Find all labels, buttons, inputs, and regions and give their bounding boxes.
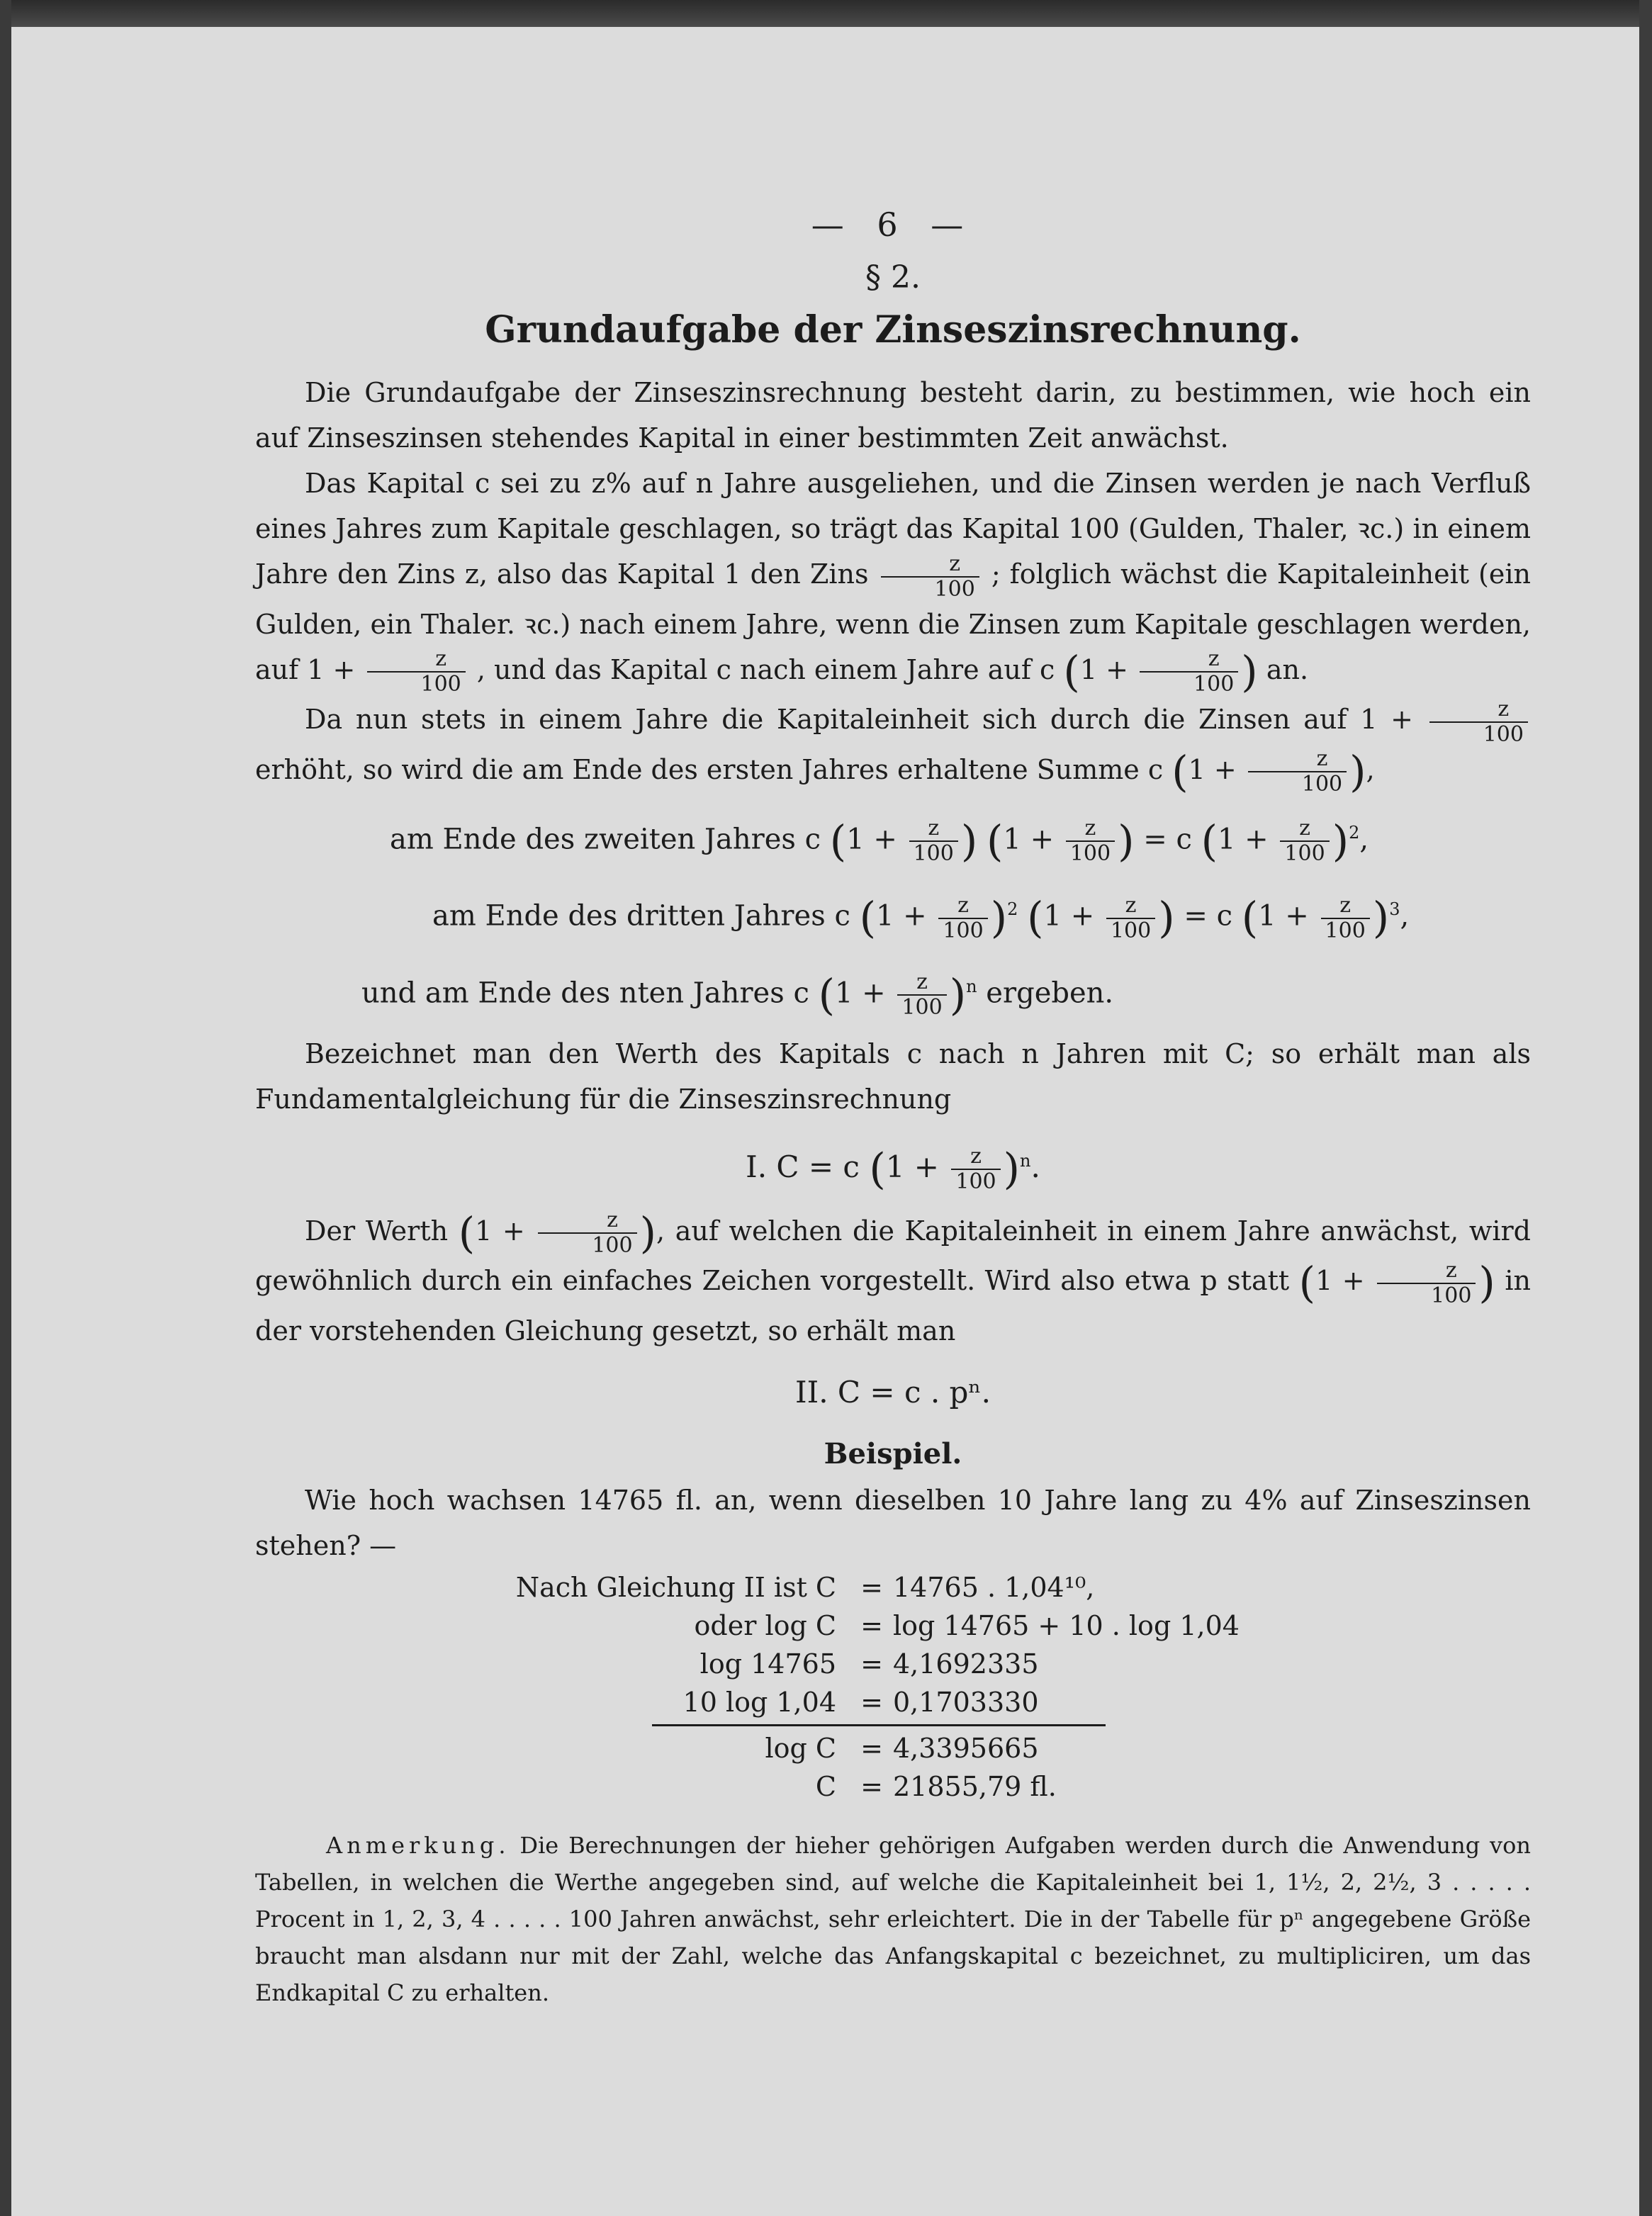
calc-row: oder log C = log 14765 + 10 . log 1,04	[694, 1609, 1240, 1641]
paragraph-capital-text-c: , und das Kapital c nach einem Jahre auf c	[476, 653, 1055, 685]
example-question: Wie hoch wachsen 14765 fl. an, wenn dieselben 10 Jahre lang zu 4% auf Zinseszinsen stehen? —	[255, 1484, 1531, 1561]
formula-second-year: am Ende des zweiten Jahres c (1 + $\frac{z}{100}$ ) (1 + $\frac{z}{100}$ ) = c (1 + $\frac{z}{100}$ )$^2$,	[390, 816, 1369, 867]
paragraph-capital-text-a: Das Kapital c sei zu z% auf n Jahre ausgeliehen, und die Zinsen werden je nach Verfluß eines Jahres zum Kapitale geschlagen, so trägt das Kapital 100 (Gulden, Thaler, ꝛc.) in einem Jahre den Zins z, also das Kapital 1 den Zins	[255, 468, 1531, 590]
fraction-z-100: $\frac{z}{100}$	[881, 552, 979, 602]
fraction-z-100: $\frac{z}{100}$	[1429, 697, 1528, 747]
paragraph-growth: Da nun stets in einem Jahre die Kapitaleinheit sich durch die Zinsen auf 1 + $\frac{z}{100}$ erhöht, so wird die am Ende des ersten Jahres erhaltene Summe c (1 + $\frac{z}{100}$ ),	[255, 697, 1531, 797]
scan-right-edge	[1639, 0, 1652, 2216]
section-number: § 2.	[865, 259, 921, 296]
paragraph-value: Der Werth (1 + $\frac{z}{100}$ ), auf welchen die Kapitaleinheit in einem Jahre anwächst, wird gewöhnlich durch ein einfaches Zeichen vorgestellt. Wird also etwa p statt (1 + $\frac{z}{100}$ ) in der vorstehenden Gleichung gesetzt, so erhält man	[255, 1208, 1531, 1346]
page-number: — 6 —	[811, 206, 975, 244]
scan-top-edge	[0, 0, 1652, 27]
page-content	[255, 206, 1532, 2006]
section-title: Grundaufgabe der Zinseszinsrechnung.	[485, 308, 1301, 351]
paragraph-capital-text-b: ; folglich wächst die Kapitaleinheit (ein Gulden, ein Thaler. ꝛc.) nach einem Jahre, wenn die Zinsen zum Kapitale geschlagen werden, auf	[255, 558, 1531, 685]
calc-row: Nach Gleichung II ist C = 14765 . 1,04¹⁰,	[515, 1571, 1095, 1603]
calc-row: 10 log 1,04 = 0,1703330	[682, 1686, 1039, 1718]
fraction-z-100: $\frac{z}{100}$	[1140, 647, 1238, 697]
paragraph-intro: Die Grundaufgabe der Zinseszinsrechnung besteht darin, zu bestimmen, wie hoch ein auf Zinseszinsen stehendes Kapital in einer bestimmten Zeit anwächst.	[255, 377, 1531, 454]
paragraph-fundamental: Bezeichnet man den Werth des Kapitals c nach n Jahren mit C; so erhält man als Fundamentalgleichung für die Zinseszinsrechnung	[255, 1037, 1531, 1115]
calc-row: C = 21855,79 fl.	[815, 1770, 1057, 1802]
example-title: Beispiel.	[824, 1436, 962, 1470]
equation-two: II. C = c . pⁿ.	[795, 1374, 991, 1410]
fraction-z-100: $\frac{z}{100}$	[367, 647, 466, 697]
calc-row: log C = 4,3395665	[765, 1732, 1039, 1764]
calc-row: log 14765 = 4,1692335	[699, 1648, 1039, 1680]
footnote-remark	[255, 1827, 1531, 2011]
paragraph-capital: Das Kapital c sei zu z% auf n Jahre ausgeliehen, und die Zinsen werden je nach Verfluß eines Jahres zum Kapitale geschlagen, so trägt das Kapital 100 (Gulden, Thaler, ꝛc.) in einem Jahre den Zins z, also das Kapital 1 den Zins $\frac{z}{100}$ ; folglich wächst die Kapitaleinheit (ein Gulden, ein Thaler. ꝛc.) nach einem Jahre, wenn die Zinsen zum Kapitale geschlagen werden, auf 1 + $\frac{z}{100}$ , und das Kapital c nach einem Jahre auf c (1 + $\frac{z}{100}$ ) an.	[255, 468, 1531, 697]
formula-nth-year: und am Ende des nten Jahres c (1 + $\frac{z}{100}$ )$^n$ ergeben.	[361, 969, 1114, 1020]
fraction-z-100: $\frac{z}{100}$	[1248, 747, 1347, 797]
equation-one: I. C = c (1 + $\frac{z}{100}$ )$^n$.	[746, 1143, 1040, 1194]
formula-third-year: am Ende des dritten Jahres c (1 + $\frac{z}{100}$ )$^2$ (1 + $\frac{z}{100}$ ) = c (1 + $\frac{z}{100}$ )$^3$,	[432, 892, 1410, 943]
remark-text: Die Berechnungen der hieher gehörigen Aufgaben werden durch die Anwendung von Tabellen, in welchen die Werthe angegeben sind, auf welche die Kapitaleinheit bei 1, 1½, 2, 2½, 3 . . . . . Procent in 1, 2, 3, 4 . . . . . 100 Jahren anwächst, sehr erleichtert. Die in der Tabelle für pⁿ angegebene Größe braucht man alsdann nur mit der Zahl, welche das Anfangskapital c bezeichnet, zu multipliciren, um das Endkapital C zu erhalten.	[255, 1831, 1532, 2006]
sum-rule	[652, 1724, 1106, 1726]
paragraph-capital-text-d: an.	[1266, 653, 1309, 685]
remark-label: Anmerkung.	[326, 1831, 510, 1859]
scan-left-edge	[0, 0, 11, 2216]
example-calculation	[255, 1568, 1531, 1806]
